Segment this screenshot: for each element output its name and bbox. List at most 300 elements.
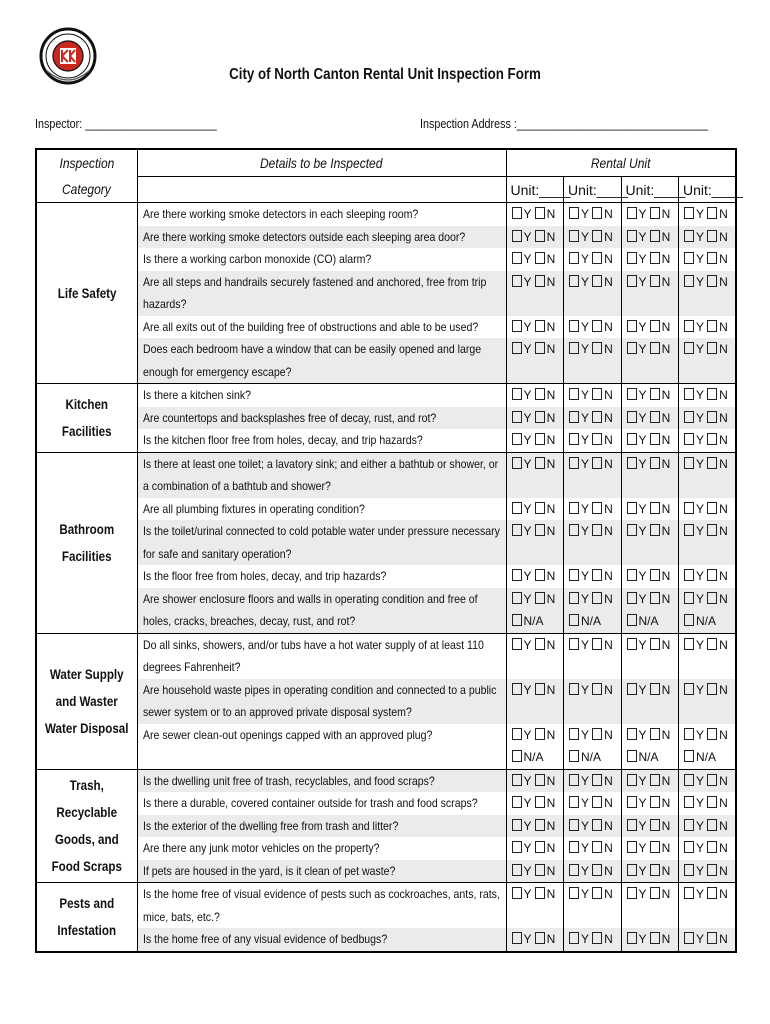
yes-checkbox[interactable] (627, 932, 647, 946)
checkbox-icon[interactable] (627, 320, 637, 332)
checkbox-icon[interactable] (684, 411, 694, 423)
unit-1-label[interactable]: Unit:____ (506, 177, 564, 203)
no-checkbox[interactable] (592, 207, 613, 221)
checkbox-icon[interactable] (650, 411, 660, 423)
yes-checkbox[interactable] (684, 524, 704, 538)
checkbox-icon[interactable] (650, 932, 660, 944)
no-checkbox[interactable] (535, 502, 556, 516)
checkbox-icon[interactable] (535, 524, 545, 536)
no-checkbox[interactable] (650, 887, 671, 901)
yes-checkbox[interactable] (684, 433, 704, 447)
no-checkbox[interactable] (707, 774, 728, 788)
checkbox-icon[interactable] (650, 841, 660, 853)
yes-checkbox[interactable] (569, 433, 589, 447)
no-checkbox[interactable] (707, 728, 728, 742)
no-checkbox[interactable] (707, 207, 728, 221)
checkbox-icon[interactable] (627, 457, 637, 469)
checkbox-icon[interactable] (684, 750, 694, 762)
no-checkbox[interactable] (707, 320, 728, 334)
checkbox-icon[interactable] (512, 502, 522, 514)
unit-3-label[interactable]: Unit:____ (621, 177, 679, 203)
checkbox-icon[interactable] (707, 502, 717, 514)
yes-checkbox[interactable] (627, 275, 647, 289)
checkbox-icon[interactable] (684, 275, 694, 287)
checkbox-icon[interactable] (592, 728, 602, 740)
yes-checkbox[interactable] (684, 457, 704, 471)
yes-checkbox[interactable] (627, 388, 647, 402)
no-checkbox[interactable] (592, 388, 613, 402)
checkbox-icon[interactable] (650, 569, 660, 581)
checkbox-icon[interactable] (592, 569, 602, 581)
yes-checkbox[interactable] (569, 569, 589, 583)
yes-checkbox[interactable] (512, 841, 532, 855)
checkbox-icon[interactable] (684, 457, 694, 469)
yes-checkbox[interactable] (627, 457, 647, 471)
no-checkbox[interactable] (535, 796, 556, 810)
no-checkbox[interactable] (592, 887, 613, 901)
no-checkbox[interactable] (592, 683, 613, 697)
no-checkbox[interactable] (650, 207, 671, 221)
checkbox-icon[interactable] (627, 819, 637, 831)
checkbox-icon[interactable] (684, 592, 694, 604)
no-checkbox[interactable] (535, 411, 556, 425)
checkbox-icon[interactable] (627, 864, 637, 876)
no-checkbox[interactable] (707, 932, 728, 946)
yes-checkbox[interactable] (512, 275, 532, 289)
checkbox-icon[interactable] (535, 932, 545, 944)
checkbox-icon[interactable] (569, 320, 579, 332)
checkbox-icon[interactable] (684, 614, 694, 626)
checkbox-icon[interactable] (569, 207, 579, 219)
checkbox-icon[interactable] (707, 320, 717, 332)
yes-checkbox[interactable] (569, 796, 589, 810)
checkbox-icon[interactable] (650, 864, 660, 876)
checkbox-icon[interactable] (650, 774, 660, 786)
yes-checkbox[interactable] (627, 592, 647, 606)
checkbox-icon[interactable] (707, 411, 717, 423)
no-checkbox[interactable] (707, 864, 728, 878)
no-checkbox[interactable] (707, 457, 728, 471)
checkbox-icon[interactable] (535, 887, 545, 899)
yes-checkbox[interactable] (512, 796, 532, 810)
checkbox-icon[interactable] (650, 502, 660, 514)
no-checkbox[interactable] (535, 207, 556, 221)
yes-checkbox[interactable] (569, 275, 589, 289)
checkbox-icon[interactable] (512, 411, 522, 423)
yes-checkbox[interactable] (684, 774, 704, 788)
checkbox-icon[interactable] (512, 275, 522, 287)
checkbox-icon[interactable] (592, 592, 602, 604)
checkbox-icon[interactable] (512, 841, 522, 853)
no-checkbox[interactable] (650, 932, 671, 946)
checkbox-icon[interactable] (627, 342, 637, 354)
checkbox-icon[interactable] (512, 433, 522, 445)
checkbox-icon[interactable] (512, 932, 522, 944)
no-checkbox[interactable] (535, 230, 556, 244)
no-checkbox[interactable] (650, 275, 671, 289)
no-checkbox[interactable] (650, 841, 671, 855)
checkbox-icon[interactable] (650, 683, 660, 695)
yes-checkbox[interactable] (569, 230, 589, 244)
checkbox-icon[interactable] (592, 230, 602, 242)
no-checkbox[interactable] (535, 524, 556, 538)
yes-checkbox[interactable] (684, 683, 704, 697)
no-checkbox[interactable] (592, 457, 613, 471)
checkbox-icon[interactable] (627, 230, 637, 242)
checkbox-icon[interactable] (627, 728, 637, 740)
checkbox-icon[interactable] (569, 252, 579, 264)
no-checkbox[interactable] (535, 819, 556, 833)
checkbox-icon[interactable] (512, 230, 522, 242)
checkbox-icon[interactable] (569, 592, 579, 604)
checkbox-icon[interactable] (512, 388, 522, 400)
no-checkbox[interactable] (707, 411, 728, 425)
checkbox-icon[interactable] (535, 433, 545, 445)
no-checkbox[interactable] (650, 230, 671, 244)
checkbox-icon[interactable] (627, 502, 637, 514)
unit-4-label[interactable]: Unit:____ (679, 177, 737, 203)
yes-checkbox[interactable] (684, 502, 704, 516)
no-checkbox[interactable] (535, 320, 556, 334)
checkbox-icon[interactable] (707, 819, 717, 831)
checkbox-icon[interactable] (707, 252, 717, 264)
no-checkbox[interactable] (707, 524, 728, 538)
checkbox-icon[interactable] (650, 638, 660, 650)
no-checkbox[interactable] (535, 683, 556, 697)
na-checkbox[interactable] (684, 614, 716, 628)
checkbox-icon[interactable] (592, 864, 602, 876)
checkbox-icon[interactable] (707, 774, 717, 786)
checkbox-icon[interactable] (569, 728, 579, 740)
checkbox-icon[interactable] (592, 411, 602, 423)
yes-checkbox[interactable] (512, 638, 532, 652)
no-checkbox[interactable] (650, 864, 671, 878)
checkbox-icon[interactable] (684, 683, 694, 695)
no-checkbox[interactable] (650, 638, 671, 652)
checkbox-icon[interactable] (569, 750, 579, 762)
checkbox-icon[interactable] (627, 841, 637, 853)
checkbox-icon[interactable] (535, 864, 545, 876)
checkbox-icon[interactable] (684, 864, 694, 876)
yes-checkbox[interactable] (627, 252, 647, 266)
no-checkbox[interactable] (650, 774, 671, 788)
checkbox-icon[interactable] (707, 275, 717, 287)
yes-checkbox[interactable] (569, 252, 589, 266)
no-checkbox[interactable] (707, 230, 728, 244)
checkbox-icon[interactable] (535, 796, 545, 808)
checkbox-icon[interactable] (650, 524, 660, 536)
checkbox-icon[interactable] (592, 433, 602, 445)
checkbox-icon[interactable] (535, 819, 545, 831)
checkbox-icon[interactable] (627, 614, 637, 626)
yes-checkbox[interactable] (684, 638, 704, 652)
checkbox-icon[interactable] (512, 569, 522, 581)
checkbox-icon[interactable] (569, 342, 579, 354)
checkbox-icon[interactable] (535, 569, 545, 581)
checkbox-icon[interactable] (592, 275, 602, 287)
no-checkbox[interactable] (650, 342, 671, 356)
no-checkbox[interactable] (535, 932, 556, 946)
no-checkbox[interactable] (650, 683, 671, 697)
yes-checkbox[interactable] (627, 683, 647, 697)
no-checkbox[interactable] (592, 864, 613, 878)
yes-checkbox[interactable] (569, 342, 589, 356)
no-checkbox[interactable] (592, 230, 613, 244)
no-checkbox[interactable] (592, 796, 613, 810)
checkbox-icon[interactable] (569, 819, 579, 831)
no-checkbox[interactable] (592, 252, 613, 266)
yes-checkbox[interactable] (684, 252, 704, 266)
yes-checkbox[interactable] (684, 728, 704, 742)
checkbox-icon[interactable] (535, 342, 545, 354)
yes-checkbox[interactable] (569, 728, 589, 742)
checkbox-icon[interactable] (592, 457, 602, 469)
yes-checkbox[interactable] (627, 774, 647, 788)
checkbox-icon[interactable] (512, 614, 522, 626)
yes-checkbox[interactable] (627, 864, 647, 878)
checkbox-icon[interactable] (592, 342, 602, 354)
yes-checkbox[interactable] (569, 864, 589, 878)
no-checkbox[interactable] (650, 524, 671, 538)
checkbox-icon[interactable] (535, 275, 545, 287)
yes-checkbox[interactable] (512, 411, 532, 425)
checkbox-icon[interactable] (535, 320, 545, 332)
yes-checkbox[interactable] (569, 457, 589, 471)
checkbox-icon[interactable] (707, 342, 717, 354)
yes-checkbox[interactable] (512, 388, 532, 402)
yes-checkbox[interactable] (627, 411, 647, 425)
yes-checkbox[interactable] (684, 388, 704, 402)
no-checkbox[interactable] (650, 457, 671, 471)
checkbox-icon[interactable] (707, 638, 717, 650)
checkbox-icon[interactable] (627, 774, 637, 786)
no-checkbox[interactable] (535, 457, 556, 471)
yes-checkbox[interactable] (627, 230, 647, 244)
yes-checkbox[interactable] (684, 864, 704, 878)
checkbox-icon[interactable] (535, 592, 545, 604)
na-checkbox[interactable] (569, 614, 601, 628)
checkbox-icon[interactable] (707, 887, 717, 899)
checkbox-icon[interactable] (684, 502, 694, 514)
checkbox-icon[interactable] (569, 275, 579, 287)
yes-checkbox[interactable] (512, 230, 532, 244)
checkbox-icon[interactable] (592, 252, 602, 264)
yes-checkbox[interactable] (684, 569, 704, 583)
yes-checkbox[interactable] (512, 864, 532, 878)
no-checkbox[interactable] (707, 569, 728, 583)
checkbox-icon[interactable] (512, 638, 522, 650)
checkbox-icon[interactable] (684, 320, 694, 332)
checkbox-icon[interactable] (650, 275, 660, 287)
no-checkbox[interactable] (650, 502, 671, 516)
yes-checkbox[interactable] (569, 774, 589, 788)
checkbox-icon[interactable] (592, 932, 602, 944)
yes-checkbox[interactable] (569, 524, 589, 538)
no-checkbox[interactable] (592, 342, 613, 356)
yes-checkbox[interactable] (627, 320, 647, 334)
yes-checkbox[interactable] (627, 433, 647, 447)
checkbox-icon[interactable] (592, 638, 602, 650)
checkbox-icon[interactable] (650, 819, 660, 831)
checkbox-icon[interactable] (707, 433, 717, 445)
checkbox-icon[interactable] (684, 638, 694, 650)
yes-checkbox[interactable] (684, 819, 704, 833)
checkbox-icon[interactable] (707, 388, 717, 400)
checkbox-icon[interactable] (535, 774, 545, 786)
checkbox-icon[interactable] (535, 252, 545, 264)
checkbox-icon[interactable] (707, 207, 717, 219)
na-checkbox[interactable] (512, 614, 544, 628)
na-checkbox[interactable] (627, 614, 659, 628)
no-checkbox[interactable] (535, 433, 556, 447)
checkbox-icon[interactable] (627, 932, 637, 944)
no-checkbox[interactable] (592, 592, 613, 606)
checkbox-icon[interactable] (569, 457, 579, 469)
checkbox-icon[interactable] (569, 864, 579, 876)
yes-checkbox[interactable] (569, 887, 589, 901)
checkbox-icon[interactable] (512, 207, 522, 219)
yes-checkbox[interactable] (512, 683, 532, 697)
yes-checkbox[interactable] (512, 932, 532, 946)
yes-checkbox[interactable] (512, 457, 532, 471)
checkbox-icon[interactable] (627, 592, 637, 604)
checkbox-icon[interactable] (535, 728, 545, 740)
yes-checkbox[interactable] (512, 819, 532, 833)
no-checkbox[interactable] (707, 502, 728, 516)
no-checkbox[interactable] (535, 638, 556, 652)
checkbox-icon[interactable] (650, 796, 660, 808)
no-checkbox[interactable] (707, 887, 728, 901)
checkbox-icon[interactable] (592, 774, 602, 786)
no-checkbox[interactable] (707, 388, 728, 402)
no-checkbox[interactable] (707, 819, 728, 833)
checkbox-icon[interactable] (512, 796, 522, 808)
checkbox-icon[interactable] (650, 320, 660, 332)
checkbox-icon[interactable] (707, 683, 717, 695)
inspection-address-field[interactable]: Inspection Address :________________________________ (420, 117, 709, 131)
yes-checkbox[interactable] (684, 411, 704, 425)
checkbox-icon[interactable] (592, 320, 602, 332)
checkbox-icon[interactable] (627, 524, 637, 536)
checkbox-icon[interactable] (512, 819, 522, 831)
checkbox-icon[interactable] (535, 230, 545, 242)
checkbox-icon[interactable] (512, 592, 522, 604)
checkbox-icon[interactable] (684, 569, 694, 581)
checkbox-icon[interactable] (627, 252, 637, 264)
checkbox-icon[interactable] (650, 887, 660, 899)
no-checkbox[interactable] (535, 275, 556, 289)
yes-checkbox[interactable] (684, 887, 704, 901)
checkbox-icon[interactable] (569, 638, 579, 650)
yes-checkbox[interactable] (512, 207, 532, 221)
yes-checkbox[interactable] (684, 796, 704, 810)
no-checkbox[interactable] (707, 433, 728, 447)
no-checkbox[interactable] (650, 796, 671, 810)
checkbox-icon[interactable] (592, 502, 602, 514)
checkbox-icon[interactable] (535, 457, 545, 469)
checkbox-icon[interactable] (684, 887, 694, 899)
checkbox-icon[interactable] (569, 502, 579, 514)
na-checkbox[interactable] (512, 750, 544, 764)
yes-checkbox[interactable] (569, 638, 589, 652)
yes-checkbox[interactable] (512, 569, 532, 583)
checkbox-icon[interactable] (707, 796, 717, 808)
checkbox-icon[interactable] (569, 932, 579, 944)
no-checkbox[interactable] (650, 819, 671, 833)
yes-checkbox[interactable] (569, 683, 589, 697)
checkbox-icon[interactable] (684, 819, 694, 831)
yes-checkbox[interactable] (627, 887, 647, 901)
no-checkbox[interactable] (650, 320, 671, 334)
checkbox-icon[interactable] (650, 433, 660, 445)
checkbox-icon[interactable] (650, 728, 660, 740)
checkbox-icon[interactable] (684, 728, 694, 740)
no-checkbox[interactable] (535, 864, 556, 878)
checkbox-icon[interactable] (569, 614, 579, 626)
no-checkbox[interactable] (535, 887, 556, 901)
checkbox-icon[interactable] (684, 207, 694, 219)
no-checkbox[interactable] (535, 252, 556, 266)
yes-checkbox[interactable] (684, 932, 704, 946)
checkbox-icon[interactable] (707, 841, 717, 853)
checkbox-icon[interactable] (535, 388, 545, 400)
checkbox-icon[interactable] (569, 388, 579, 400)
checkbox-icon[interactable] (707, 932, 717, 944)
checkbox-icon[interactable] (707, 728, 717, 740)
checkbox-icon[interactable] (592, 207, 602, 219)
yes-checkbox[interactable] (684, 320, 704, 334)
checkbox-icon[interactable] (650, 388, 660, 400)
checkbox-icon[interactable] (535, 683, 545, 695)
checkbox-icon[interactable] (569, 683, 579, 695)
yes-checkbox[interactable] (512, 774, 532, 788)
yes-checkbox[interactable] (627, 638, 647, 652)
checkbox-icon[interactable] (569, 230, 579, 242)
checkbox-icon[interactable] (592, 841, 602, 853)
checkbox-icon[interactable] (707, 864, 717, 876)
checkbox-icon[interactable] (650, 342, 660, 354)
checkbox-icon[interactable] (684, 932, 694, 944)
checkbox-icon[interactable] (684, 433, 694, 445)
yes-checkbox[interactable] (684, 841, 704, 855)
checkbox-icon[interactable] (684, 796, 694, 808)
no-checkbox[interactable] (707, 638, 728, 652)
checkbox-icon[interactable] (512, 774, 522, 786)
checkbox-icon[interactable] (707, 524, 717, 536)
yes-checkbox[interactable] (569, 592, 589, 606)
no-checkbox[interactable] (707, 841, 728, 855)
no-checkbox[interactable] (592, 502, 613, 516)
checkbox-icon[interactable] (569, 774, 579, 786)
no-checkbox[interactable] (535, 342, 556, 356)
checkbox-icon[interactable] (707, 592, 717, 604)
no-checkbox[interactable] (535, 841, 556, 855)
no-checkbox[interactable] (535, 728, 556, 742)
checkbox-icon[interactable] (512, 728, 522, 740)
no-checkbox[interactable] (707, 275, 728, 289)
checkbox-icon[interactable] (512, 750, 522, 762)
checkbox-icon[interactable] (512, 320, 522, 332)
no-checkbox[interactable] (592, 819, 613, 833)
no-checkbox[interactable] (650, 728, 671, 742)
inspector-field[interactable]: Inspector: ______________________ (35, 117, 217, 131)
na-checkbox[interactable] (569, 750, 601, 764)
checkbox-icon[interactable] (569, 524, 579, 536)
checkbox-icon[interactable] (650, 207, 660, 219)
yes-checkbox[interactable] (627, 207, 647, 221)
checkbox-icon[interactable] (627, 411, 637, 423)
no-checkbox[interactable] (535, 569, 556, 583)
